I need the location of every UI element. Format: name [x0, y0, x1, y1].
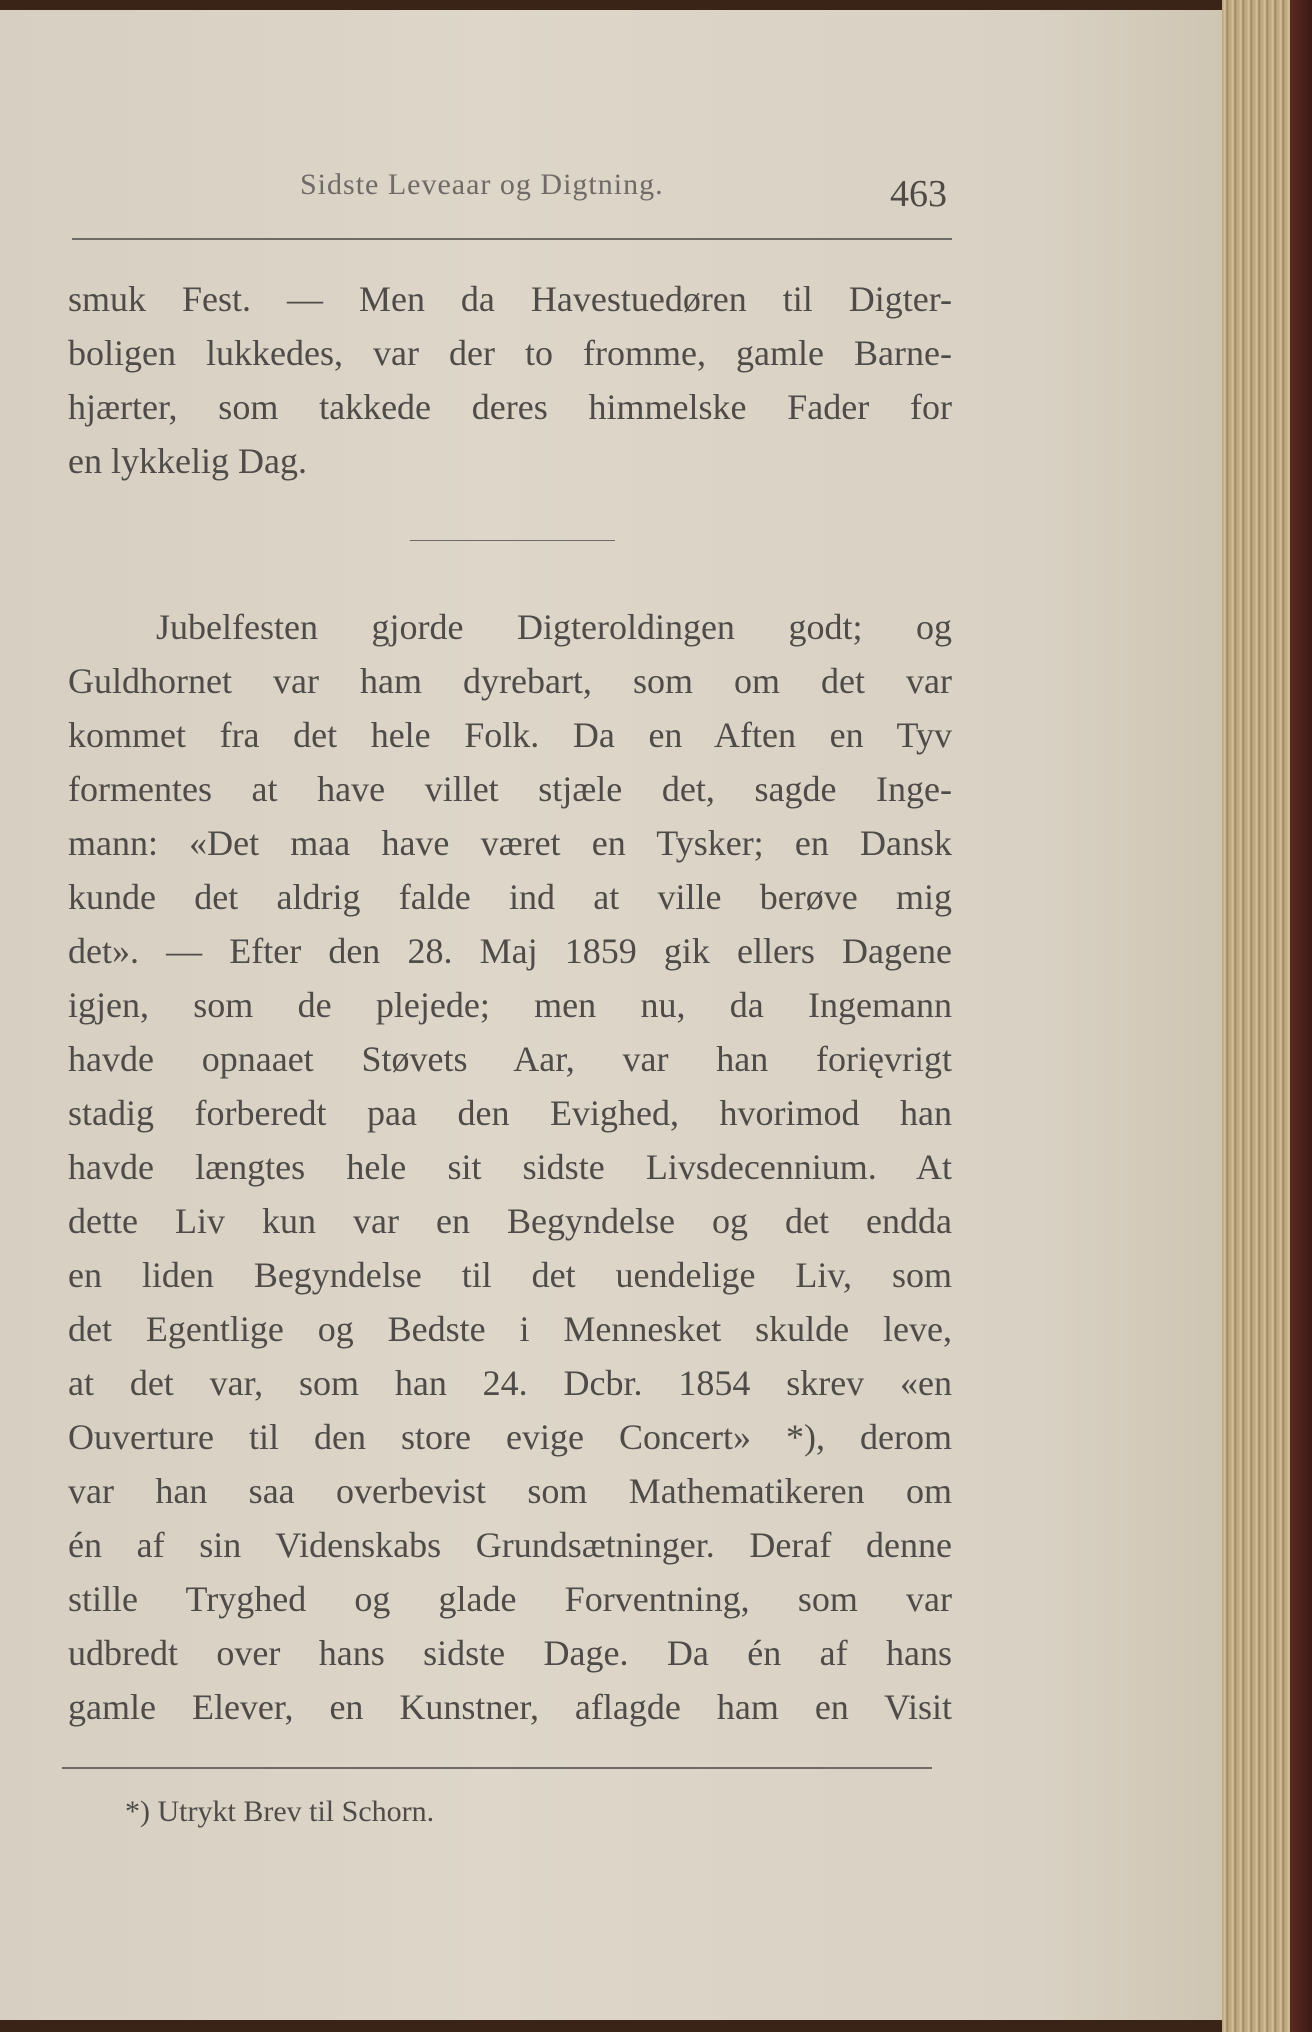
text-line: stadig forberedt paa den Evighed, hvorimod han [68, 1093, 952, 1133]
paragraph-2 [68, 600, 952, 1734]
text-line: havde opnaaet Støvets Aar, var han forięvrigt [68, 1039, 952, 1079]
text-line: at det var, som han 24. Dcbr. 1854 skrev «en [68, 1363, 952, 1403]
text-line: Ouverture til den store evige Concert» *), derom [68, 1417, 952, 1457]
book-cover-edge [1290, 0, 1312, 2032]
text-line: en lykkelig Dag. [68, 441, 307, 481]
text-line: havde længtes hele sit sidste Livsdecennium. At [68, 1147, 952, 1187]
footnote-rule [62, 1767, 932, 1769]
text-line: igjen, som de plejede; men nu, da Ingemann [68, 985, 952, 1025]
text-line: formentes at have villet stjæle det, sagde Inge- [68, 769, 952, 809]
running-head: Sidste Leveaar og Digtning. [300, 168, 664, 201]
page-number: 463 [890, 173, 947, 215]
text-line: det Egentlige og Bedste i Mennesket skulde leve, [68, 1309, 952, 1349]
text-line: dette Liv kun var en Begyndelse og det endda [68, 1201, 952, 1241]
text-line: kunde det aldrig falde ind at ville berøve mig [68, 877, 952, 917]
text-line: mann: «Det maa have været en Tysker; en Dansk [68, 823, 952, 863]
header-rule [72, 238, 952, 240]
text-line: hjærter, som takkede deres himmelske Fader for [68, 387, 952, 427]
text-line: Jubelfesten gjorde Digteroldingen godt; og [156, 607, 952, 647]
text-line: boligen lukkedes, var der to fromme, gamle Barne- [68, 333, 952, 373]
text-line: en liden Begyndelse til det uendelige Liv, som [68, 1255, 952, 1295]
section-divider [410, 540, 615, 541]
text-line: kommet fra det hele Folk. Da en Aften en Tyv [68, 715, 952, 755]
text-line: én af sin Videnskabs Grundsætninger. Deraf denne [68, 1525, 952, 1565]
text-line: var han saa overbevist som Mathematikeren om [68, 1471, 952, 1511]
text-line: udbredt over hans sidste Dage. Da én af hans [68, 1633, 952, 1673]
footnote: *) Utrykt Brev til Schorn. [125, 1795, 435, 1828]
text-line: det». — Efter den 28. Maj 1859 gik ellers Dagene [68, 931, 952, 971]
text-line: smuk Fest. — Men da Havestuedøren til Digter- [68, 279, 952, 319]
text-line: stille Tryghed og glade Forventning, som var [68, 1579, 952, 1619]
text-line: Guldhornet var ham dyrebart, som om det var [68, 661, 952, 701]
text-line: gamle Elever, en Kunstner, aflagde ham en Visit [68, 1687, 952, 1727]
paragraph-1 [68, 272, 952, 488]
